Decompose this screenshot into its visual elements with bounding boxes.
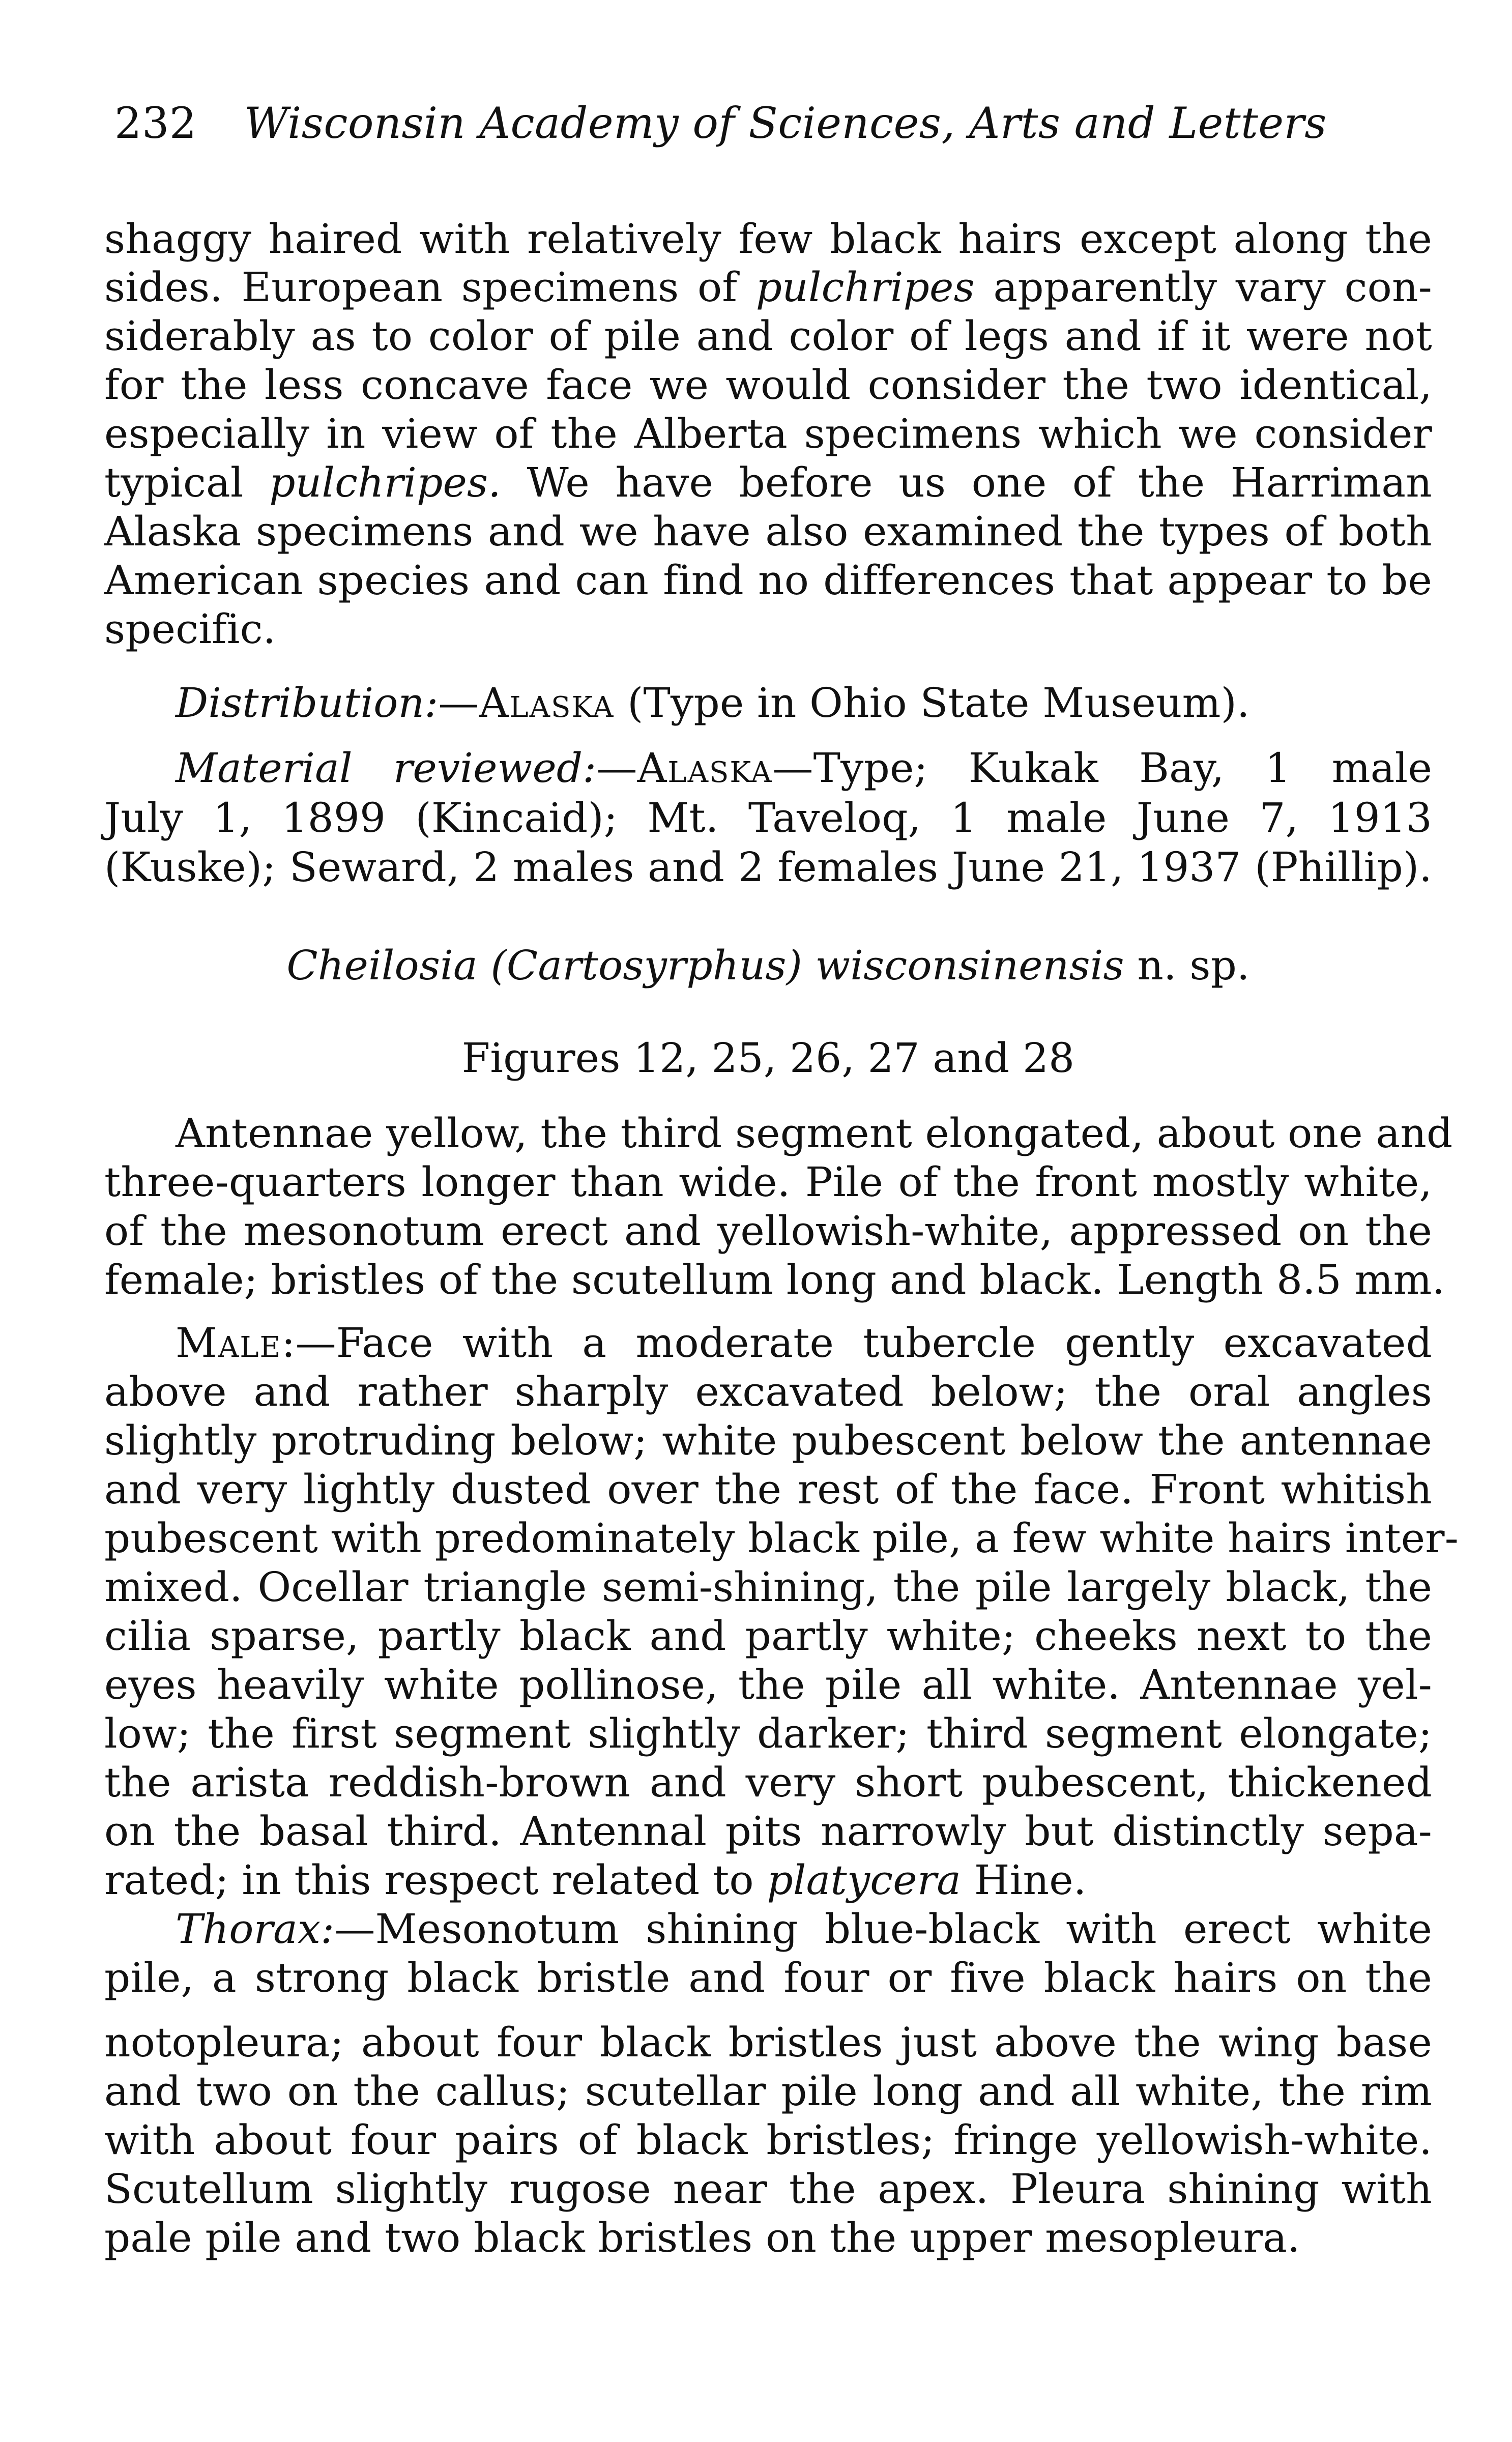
dash: — — [438, 679, 479, 726]
text-run: Face with a moderate tubercle gently excavated — [336, 1319, 1432, 1367]
text-run: Hine. — [961, 1856, 1087, 1904]
italic-taxon: pulchripes — [755, 264, 975, 311]
text-line: pale pile and two black bristles on the upper mesopleura. — [104, 2214, 1300, 2261]
text-line — [104, 1856, 1432, 1904]
text-run: typical — [104, 459, 270, 506]
running-head — [114, 98, 1397, 148]
thorax-line — [176, 1905, 1432, 1953]
text-line: and very lightly dusted over the rest of the face. Front whitish — [104, 1466, 1432, 1513]
text-line: cilia sparse, partly black and partly white; cheeks next to the — [104, 1612, 1432, 1660]
distribution-label: Distribution: — [176, 679, 439, 726]
text-line: siderably as to color of pile and color of legs and if it were not — [104, 312, 1432, 360]
male-line — [176, 1319, 1432, 1367]
text-line: and two on the callus; scutellar pile long and all white, the rim — [104, 2068, 1432, 2115]
text-line: on the basal third. Antennal pits narrowly but distinctly sepa- — [104, 1808, 1432, 1855]
text-line: three-quarters longer than wide. Pile of the front mostly white, — [104, 1158, 1432, 1206]
figures-heading: Figures 12, 25, 26, 27 and 28 — [461, 1034, 1075, 1082]
species-suffix: n. sp. — [1124, 942, 1250, 989]
text-line: for the less concave face we would consider the two identical, — [104, 361, 1432, 409]
text-line: slightly protruding below; white pubescent below the antennae — [104, 1417, 1432, 1464]
distribution-line — [176, 679, 1432, 726]
thorax-label: Thorax: — [176, 1905, 335, 1953]
text-line: shaggy haired with relatively few black hairs except along the — [104, 215, 1432, 263]
text-line: above and rather sharply excavated below; the oral angles — [104, 1368, 1432, 1415]
text-line: Alaska specimens and we have also examined the types of both — [104, 508, 1432, 555]
text-line: Antennae yellow, the third segment elongated, about one and — [176, 1110, 1453, 1157]
species-name: Cheilosia (Cartosyrphus) wisconsinensis — [286, 942, 1124, 989]
text-line: low; the first segment slightly darker; third segment elongate; — [104, 1710, 1432, 1757]
text-run: —Type; Kukak Bay, 1 male — [772, 744, 1432, 792]
text-line — [104, 264, 1432, 311]
text-line — [104, 459, 1433, 506]
species-heading — [104, 942, 1432, 989]
text-line: specific. — [104, 605, 276, 653]
text-run: —Mesonotum shining blue-black with erect white — [334, 1905, 1432, 1953]
page-number: 232 — [114, 98, 197, 148]
text-line: mixed. Ocellar triangle semi-shining, the pile largely black, the — [104, 1563, 1432, 1611]
text-run: rated; in this respect related to — [104, 1856, 767, 1904]
place-name: Alaska — [479, 679, 615, 726]
material-label: Material reviewed: — [176, 744, 597, 792]
place-name: Alaska — [637, 744, 773, 792]
text-run: (Type in Ohio State Museum). — [614, 679, 1250, 726]
male-label: Male — [176, 1319, 282, 1367]
text-line: pubescent with predominately black pile, a few white hairs inter- — [104, 1515, 1459, 1562]
text-line: Scutellum slightly rugose near the apex. Pleura shining with — [104, 2165, 1432, 2213]
text-run: sides. European specimens of — [104, 264, 756, 311]
material-line — [176, 744, 1432, 792]
text-line: especially in view of the Alberta specimens which we consider — [104, 410, 1432, 457]
text-line: with about four pairs of black bristles; fringe yellowish-white. — [104, 2116, 1432, 2164]
text-line: July 1, 1899 (Kincaid); Mt. Taveloq, 1 male June 7, 1913 — [104, 794, 1432, 841]
text-line: notopleura; about four black bristles just above the wing base — [104, 2019, 1432, 2066]
italic-taxon: platycera — [767, 1856, 962, 1904]
text-line: the arista reddish-brown and very short pubescent, thickened — [104, 1759, 1432, 1806]
text-run: We have before us one of the Harriman — [501, 459, 1433, 506]
text-line: pile, a strong black bristle and four or five black hairs on the — [104, 1954, 1432, 2001]
text-line: American species and can find no differences that appear to be — [104, 557, 1432, 604]
text-line: eyes heavily white pollinose, the pile all white. Antennae yel- — [104, 1661, 1432, 1708]
text-run: apparently vary con- — [974, 264, 1432, 311]
dash: — — [596, 744, 637, 792]
text-line: of the mesonotum erect and yellowish-white, appressed on the — [104, 1207, 1432, 1255]
text-line: female; bristles of the scutellum long and black. Length 8.5 mm. — [104, 1256, 1445, 1303]
journal-title: Wisconsin Academy of Sciences, Arts and Letters — [244, 98, 1327, 148]
dash: :— — [281, 1319, 336, 1367]
text-line: (Kuske); Seward, 2 males and 2 females June 21, 1937 (Phillip). — [104, 844, 1432, 891]
italic-taxon: pulchripes. — [269, 459, 501, 506]
